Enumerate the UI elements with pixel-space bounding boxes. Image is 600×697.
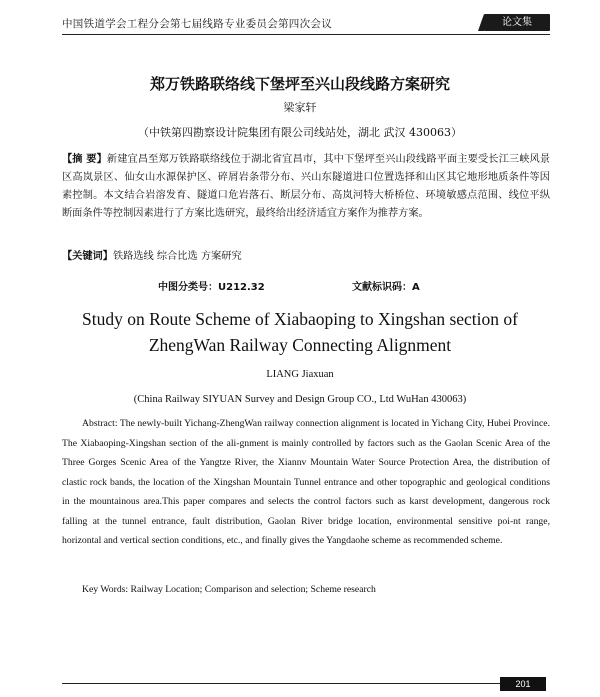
document-code: 文献标识码：A — [352, 282, 420, 293]
author-en: LIANG Jiaxuan — [266, 369, 334, 380]
journal-name: 中国铁道学会工程分会第七届线路专业委员会第四次会议 — [62, 18, 332, 30]
abstract-text-cn: 新建宜昌至郑万铁路联络线位于湖北省宜昌市，其中下堡坪至兴山段线路平面主要受长江三峡风景区高岚景区、仙女山水源保护区、碎屑岩条带分布、兴山东隧道进口位置选择和山区其它地形地质条件等因素控制。本文结合岩溶发育、隧道口危岩落石、断层分布、高岚河特大桥桥位、环境敏感点范围、线位平纵断面条件等控制因素进行了方案比选研究，最终给出经济适宜方案作为推荐方案。 — [62, 154, 551, 219]
footer-rule — [62, 683, 502, 684]
section-tag: 论文集 — [484, 14, 550, 31]
abstract-cn — [62, 151, 550, 223]
page-header — [62, 12, 550, 35]
keywords-text-cn: 铁路选线 综合比选 方案研究 — [112, 251, 242, 262]
author-cn: 梁家轩 — [283, 101, 317, 114]
affiliation-en: (China Railway SIYUAN Survey and Design Group CO., Ltd WuHan 430063) — [133, 394, 467, 405]
paper-title-cn: 郑万铁路联络线下堡坪至兴山段线路方案研究 — [149, 75, 450, 93]
keywords-en: Key Words: Railway Location; Comparison and selection; Scheme research — [82, 584, 376, 595]
affiliation-cn: （中铁第四勘察设计院集团有限公司线站处，湖北 武汉 430063） — [138, 126, 462, 139]
title-en-line2: ZhengWan Railway Connecting Alignment — [148, 335, 452, 355]
title-en-line1: Study on Route Scheme of Xiabaoping to Xingshan section of — [82, 309, 518, 329]
keywords-cn — [62, 247, 550, 262]
abstract-en: Abstract: The newly-built Yichang-ZhengWan railway connection alignment is located in Yichang City, Hubei Province. The Xiabaoping-Xingshan section of the ali-gnment is mainly controlled by factors such as the Gaolan Scenic Area of the Three Gorges Scenic Area of the Yangtze River, the Xiannv Mountain Water Source Protection Area, the distribution of clastic rock bands, the location of the Xingshan Mountain Tunnel entrance and other topographic and geological conditions in the mountainous area.This paper compares and selects the control factors such as karst development, dangerous rock falling at the tunnel entrance, fault distribution, Gaolan River bridge location, environmental sensitive poi-nt range, horizontal and vertical section conditions, etc., and finally gives the Yangdaohe scheme as recommended scheme. — [62, 418, 550, 546]
paper-title-en — [0, 306, 600, 358]
page-number: 201 — [500, 677, 546, 691]
classification-number: 中图分类号：U212.32 — [158, 282, 265, 293]
keywords-label-cn: 【关键词】 — [62, 251, 113, 262]
abstract-label-cn: 【摘 要】 — [62, 154, 107, 165]
